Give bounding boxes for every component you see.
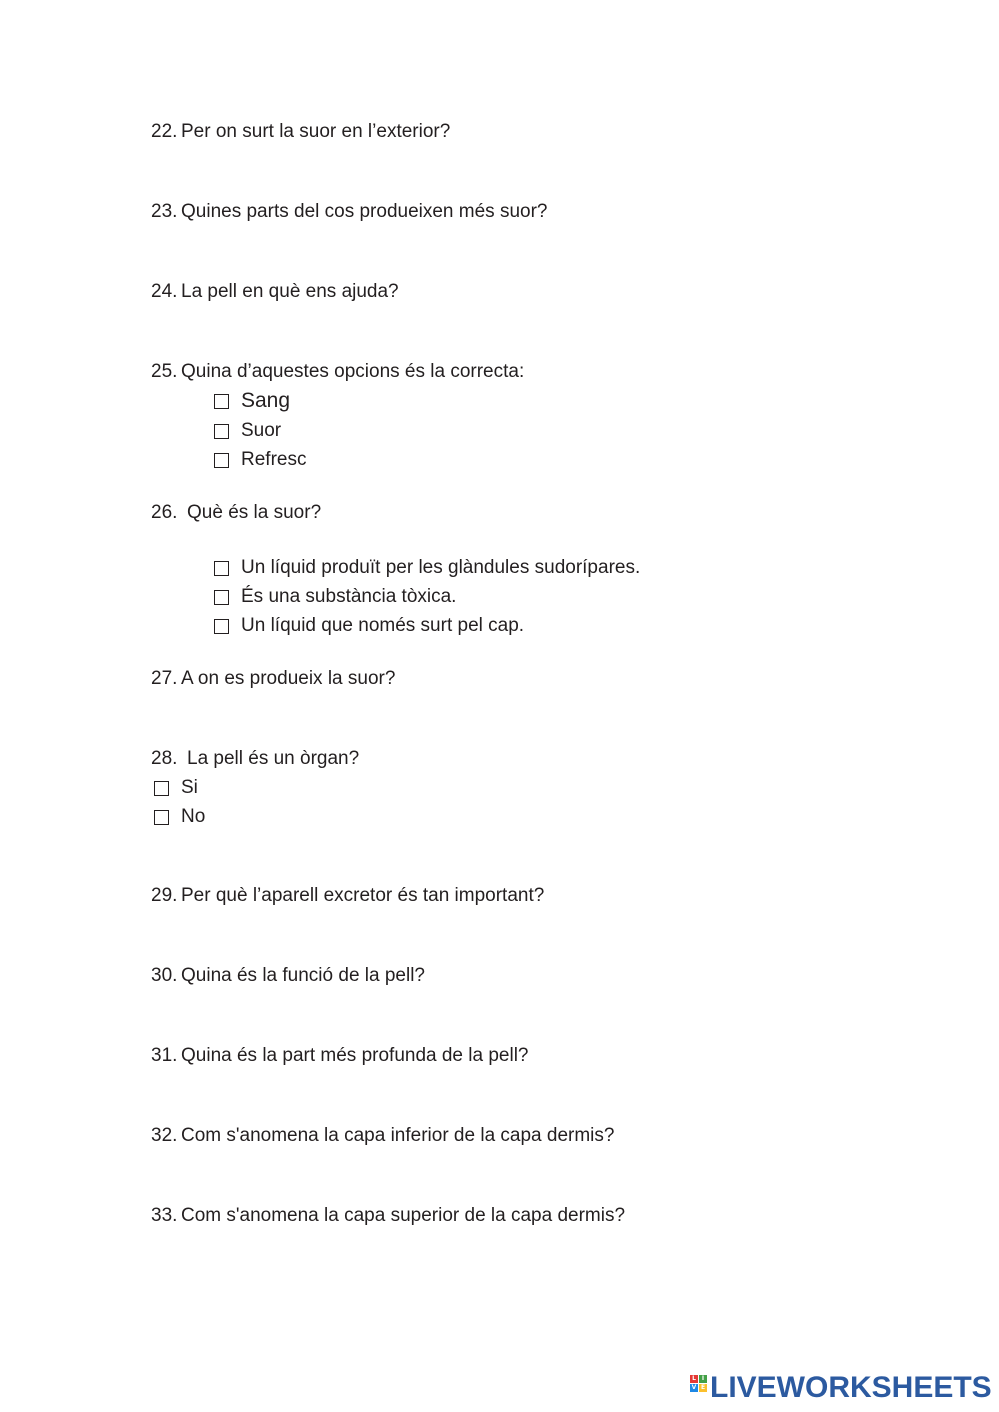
- question-number: 24.: [151, 281, 178, 302]
- logo-mark-letter: I: [699, 1375, 707, 1383]
- option-label: Refresc: [241, 449, 307, 470]
- question-number: 32.: [151, 1125, 178, 1146]
- logo-text: LIVEWORKSHEETS: [710, 1371, 992, 1404]
- option-suor[interactable]: [214, 419, 281, 443]
- question-28: [151, 747, 359, 771]
- checkbox[interactable]: [214, 590, 229, 605]
- checkbox[interactable]: [214, 453, 229, 468]
- question-26: [151, 501, 321, 525]
- question-number: 26.: [151, 502, 178, 523]
- question-22: [151, 120, 450, 144]
- question-text: Per què l’aparell excretor és tan important?: [181, 885, 545, 906]
- question-text: Quina és la funció de la pell?: [181, 965, 425, 986]
- question-number: 23.: [151, 201, 178, 222]
- option-si[interactable]: [154, 776, 198, 800]
- question-number: 22.: [151, 121, 178, 142]
- option-no[interactable]: [154, 805, 205, 829]
- checkbox[interactable]: [214, 561, 229, 576]
- option-label: Si: [181, 777, 198, 798]
- question-text: Per on surt la suor en l’exterior?: [181, 121, 451, 142]
- option-liquid-glandules[interactable]: [214, 556, 640, 580]
- question-text: La pell és un òrgan?: [187, 748, 360, 769]
- question-24: [151, 280, 399, 304]
- logo-mark-letter: V: [691, 1384, 697, 1391]
- question-text: Com s'anomena la capa superior de la capa dermis?: [181, 1205, 626, 1226]
- logo-mark-letter: L: [690, 1375, 698, 1383]
- question-text: La pell en què ens ajuda?: [181, 281, 399, 302]
- option-label: Sang: [241, 389, 291, 412]
- checkbox[interactable]: [214, 394, 229, 409]
- question-29: [151, 884, 544, 908]
- question-text: Quina és la part més profunda de la pell?: [181, 1045, 529, 1066]
- option-liquid-cap[interactable]: [214, 614, 524, 638]
- question-text: Com s'anomena la capa inferior de la capa dermis?: [181, 1125, 615, 1146]
- option-label: No: [181, 806, 206, 827]
- question-number: 30.: [151, 965, 178, 986]
- logo-mark-icon: [690, 1375, 707, 1401]
- question-number: 25.: [151, 361, 178, 382]
- option-substancia-toxica[interactable]: [214, 585, 456, 609]
- question-text: Quines parts del cos produeixen més suor?: [181, 201, 548, 222]
- question-number: 27.: [151, 668, 178, 689]
- question-number: 29.: [151, 885, 178, 906]
- option-label: És una substància tòxica.: [241, 586, 457, 607]
- checkbox[interactable]: [154, 781, 169, 796]
- question-25: [151, 360, 524, 384]
- question-30: [151, 964, 425, 988]
- question-27: [151, 667, 395, 691]
- option-label: Suor: [241, 420, 282, 441]
- question-number: 28.: [151, 748, 178, 769]
- question-33: [151, 1204, 625, 1228]
- option-sang[interactable]: [214, 389, 290, 413]
- option-label: Un líquid produït per les glàndules sudorípares.: [241, 557, 641, 578]
- checkbox[interactable]: [154, 810, 169, 825]
- checkbox[interactable]: [214, 619, 229, 634]
- question-number: 31.: [151, 1045, 178, 1066]
- logo-mark-letter: E: [700, 1384, 706, 1391]
- question-31: [151, 1044, 529, 1068]
- question-text: Què és la suor?: [187, 502, 322, 523]
- option-refresc[interactable]: [214, 448, 306, 472]
- liveworksheets-logo[interactable]: [690, 1372, 992, 1404]
- checkbox[interactable]: [214, 424, 229, 439]
- question-text: Quina d’aquestes opcions és la correcta:: [181, 361, 525, 382]
- question-32: [151, 1124, 614, 1148]
- option-label: Un líquid que només surt pel cap.: [241, 615, 525, 636]
- question-text: A on es produeix la suor?: [181, 668, 396, 689]
- question-number: 33.: [151, 1205, 178, 1226]
- question-23: [151, 200, 547, 224]
